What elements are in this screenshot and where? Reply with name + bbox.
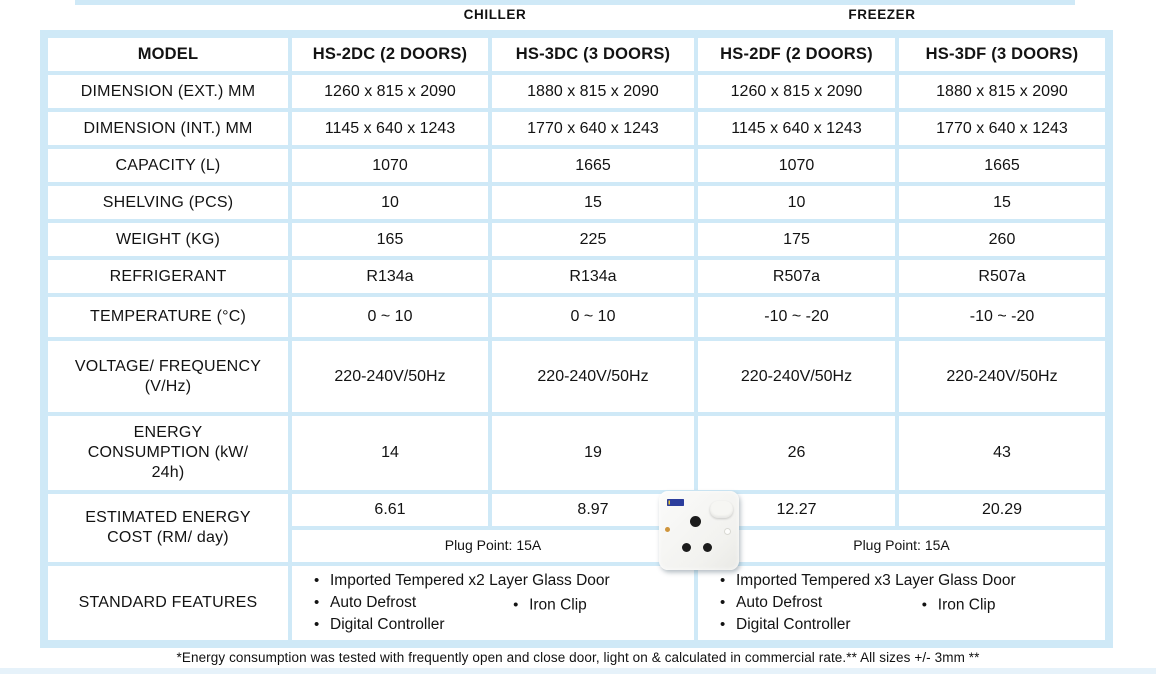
value-temperature-hs2df: -10 ~ -20 <box>698 297 895 337</box>
feature-item: • Imported Tempered x3 Layer Glass Door <box>716 570 1016 592</box>
socket-neutral-hole <box>703 543 712 552</box>
column-header-hs-2df: HS-2DF (2 DOORS) <box>698 38 895 71</box>
value-voltage-hs2df: 220-240V/50Hz <box>698 341 895 412</box>
socket-switch <box>710 501 733 518</box>
value-refrigerant-hs3dc: R134a <box>492 260 694 293</box>
value-capacity-hs2dc: 1070 <box>292 149 488 182</box>
freezer-group-header: FREEZER <box>848 7 916 22</box>
value-voltage-hs2dc: 220-240V/50Hz <box>292 341 488 412</box>
socket-screw <box>724 528 731 535</box>
row-label-shelving: SHELVING (PCS) <box>48 186 288 219</box>
value-dimension-ext-hs3dc: 1880 x 815 x 2090 <box>492 75 694 108</box>
value-dimension-int-hs3df: 1770 x 640 x 1243 <box>899 112 1105 145</box>
value-shelving-hs2df: 10 <box>698 186 895 219</box>
value-energy-hs2df: 26 <box>698 416 895 490</box>
value-weight-hs3df: 260 <box>899 223 1105 256</box>
value-cost-hs3df: 20.29 <box>899 494 1105 526</box>
plug-point-freezer: Plug Point: 15A <box>698 530 1105 562</box>
features-freezer <box>698 566 1105 640</box>
value-shelving-hs3dc: 15 <box>492 186 694 219</box>
model-row-label: MODEL <box>48 38 288 71</box>
row-label-estimated-energy-cost: ESTIMATED ENERGY COST (RM/ day) <box>48 494 288 562</box>
top-accent-strip <box>75 0 1075 5</box>
feature-item: • Auto Defrost <box>310 592 610 614</box>
socket-live-hole <box>682 543 691 552</box>
value-temperature-hs3df: -10 ~ -20 <box>899 297 1105 337</box>
value-capacity-hs3df: 1665 <box>899 149 1105 182</box>
value-refrigerant-hs2dc: R134a <box>292 260 488 293</box>
plug-point-chiller: Plug Point: 15A <box>292 530 694 562</box>
feature-item: • Auto Defrost <box>716 592 1016 614</box>
row-label-dimension-ext: DIMENSION (EXT.) MM <box>48 75 288 108</box>
socket-earth-hole <box>690 516 701 527</box>
row-label-refrigerant: REFRIGERANT <box>48 260 288 293</box>
value-weight-hs2dc: 165 <box>292 223 488 256</box>
spec-table <box>40 30 1113 648</box>
socket-indicator-led <box>665 527 670 532</box>
value-cost-hs3dc: 8.97 <box>492 494 694 526</box>
feature-item: • Imported Tempered x2 Layer Glass Door <box>310 570 610 592</box>
socket-brand-logo <box>667 499 684 506</box>
value-dimension-int-hs2dc: 1145 x 640 x 1243 <box>292 112 488 145</box>
value-voltage-hs3dc: 220-240V/50Hz <box>492 341 694 412</box>
value-weight-hs2df: 175 <box>698 223 895 256</box>
value-temperature-hs2dc: 0 ~ 10 <box>292 297 488 337</box>
value-dimension-ext-hs2dc: 1260 x 815 x 2090 <box>292 75 488 108</box>
value-capacity-hs2df: 1070 <box>698 149 895 182</box>
footnote: *Energy consumption was tested with frequently open and close door, light on & calculated in commercial rate.** All sizes +/- 3mm ** <box>176 650 980 665</box>
row-label-weight: WEIGHT (KG) <box>48 223 288 256</box>
value-shelving-hs3df: 15 <box>899 186 1105 219</box>
power-socket-image <box>659 491 739 570</box>
value-cost-hs2dc: 6.61 <box>292 494 488 526</box>
chiller-group-header: CHILLER <box>463 7 527 22</box>
features-chiller <box>292 566 694 640</box>
value-refrigerant-hs3df: R507a <box>899 260 1105 293</box>
feature-item-iron-clip: • Iron Clip <box>509 595 587 617</box>
value-cost-hs2df: 12.27 <box>698 494 895 526</box>
row-label-dimension-int: DIMENSION (INT.) MM <box>48 112 288 145</box>
column-header-hs-3df: HS-3DF (3 DOORS) <box>899 38 1105 71</box>
value-voltage-hs3df: 220-240V/50Hz <box>899 341 1105 412</box>
value-energy-hs3df: 43 <box>899 416 1105 490</box>
row-label-voltage-frequency: VOLTAGE/ FREQUENCY (V/Hz) <box>48 341 288 412</box>
row-label-temperature: TEMPERATURE (°C) <box>48 297 288 337</box>
value-capacity-hs3dc: 1665 <box>492 149 694 182</box>
feature-item: • Digital Controller <box>310 614 610 636</box>
row-label-capacity: CAPACITY (L) <box>48 149 288 182</box>
value-weight-hs3dc: 225 <box>492 223 694 256</box>
feature-item: • Digital Controller <box>716 614 1016 636</box>
value-energy-hs2dc: 14 <box>292 416 488 490</box>
column-header-hs-2dc: HS-2DC (2 DOORS) <box>292 38 488 71</box>
value-dimension-ext-hs2df: 1260 x 815 x 2090 <box>698 75 895 108</box>
column-header-hs-3dc: HS-3DC (3 DOORS) <box>492 38 694 71</box>
row-label-energy-consumption: ENERGY CONSUMPTION (kW/ 24h) <box>48 416 288 490</box>
value-energy-hs3dc: 19 <box>492 416 694 490</box>
value-dimension-ext-hs3df: 1880 x 815 x 2090 <box>899 75 1105 108</box>
row-label-standard-features: STANDARD FEATURES <box>48 566 288 640</box>
value-dimension-int-hs3dc: 1770 x 640 x 1243 <box>492 112 694 145</box>
value-dimension-int-hs2df: 1145 x 640 x 1243 <box>698 112 895 145</box>
value-refrigerant-hs2df: R507a <box>698 260 895 293</box>
bottom-accent-strip <box>0 668 1156 674</box>
value-shelving-hs2dc: 10 <box>292 186 488 219</box>
feature-item-iron-clip: • Iron Clip <box>918 595 996 617</box>
value-temperature-hs3dc: 0 ~ 10 <box>492 297 694 337</box>
